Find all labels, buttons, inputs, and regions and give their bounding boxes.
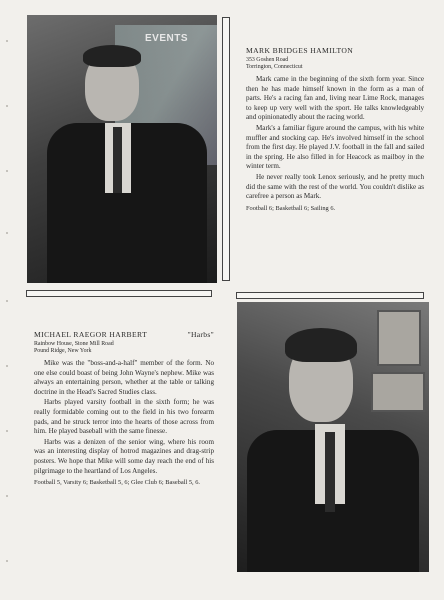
figure-tie bbox=[113, 127, 122, 193]
bio-paragraph: Mike was the "boss-and-a-half" member of the form. No one else could boast of being John Wayne's nephew. Mike was always an entertaining person, whether at the table or talking doctrine in the Head's Sacred Studies class. bbox=[34, 359, 214, 396]
wall-poster bbox=[377, 310, 421, 366]
decorative-bracket bbox=[222, 17, 230, 281]
address-line: Rainbow House, Stone Mill Road bbox=[34, 340, 114, 347]
bio-paragraph: Harbs played varsity football in the sixth form; he was really formidable coming out to the field in his two forearm pads, and he struck terror into the hearts of those across from him. He played baseball with the same finesse. bbox=[34, 398, 214, 436]
photo-sign-text: EVENTS bbox=[145, 33, 189, 44]
portrait-photo-harbert bbox=[237, 302, 429, 572]
margin-mark bbox=[6, 232, 8, 234]
address-line: Pound Ridge, New York bbox=[34, 347, 92, 354]
bio-paragraph: Mark came in the beginning of the sixth form year. Since then he has made himself known in the form as a man of parts. He's a racing fan and, living near Lime Rock, manages to keep up very well with the sport. He talks knowledgeably and opinionatedly about the racing world. bbox=[246, 75, 424, 122]
bio-paragraph: Harbs was a denizen of the senior wing, where his room was an interesting display of hotrod magazines and drag-strip posters. We hope that Mike will some day reach the end of his pilgrimage to the heartland of Los Angeles. bbox=[34, 437, 214, 475]
profile-harbert bbox=[34, 330, 214, 488]
figure-hair bbox=[83, 45, 141, 67]
activities-list: Football 6; Basketball 6; Sailing 6. bbox=[246, 204, 336, 212]
address-line: 353 Goshen Road bbox=[246, 56, 289, 63]
bio-paragraph: Mark's a familiar figure around the campus, with his white muffler and stocking cap. He's involved himself in the school from the first day. He played J.V. football in the fall and sailed in the spring. He also filled in for Heacock as mailboy in the winter term. bbox=[246, 123, 424, 171]
figure-tie bbox=[325, 432, 335, 512]
decorative-bracket bbox=[26, 290, 212, 297]
home-address bbox=[246, 57, 424, 71]
student-name: MICHAEL RAEGOR HARBERT bbox=[34, 330, 148, 339]
margin-mark bbox=[6, 365, 8, 367]
decorative-bracket bbox=[236, 292, 424, 299]
profile-hamilton bbox=[246, 46, 424, 213]
margin-mark bbox=[6, 105, 8, 107]
address-line: Torrington, Connecticut bbox=[246, 63, 303, 70]
name-row bbox=[34, 330, 214, 341]
figure-hair bbox=[285, 328, 357, 362]
bio-paragraph: He never really took Lenox seriously, and he pretty much did the same with the rest of the world. You couldn't dislike as carefree a person as Mark. bbox=[246, 172, 424, 201]
margin-mark bbox=[6, 495, 8, 497]
margin-mark bbox=[6, 300, 8, 302]
student-name: MARK BRIDGES HAMILTON bbox=[246, 46, 354, 55]
nickname: "Harbs" bbox=[187, 330, 214, 339]
margin-mark bbox=[6, 430, 8, 432]
activities-list: Football 5, Varsity 6; Basketball 5, 6; Glee Club 6; Baseball 5, 6. bbox=[34, 479, 201, 487]
portrait-photo-hamilton bbox=[27, 15, 217, 283]
wall-poster bbox=[371, 372, 425, 412]
margin-mark bbox=[6, 40, 8, 42]
margin-mark bbox=[6, 170, 8, 172]
margin-mark bbox=[6, 560, 8, 562]
home-address bbox=[34, 341, 214, 355]
